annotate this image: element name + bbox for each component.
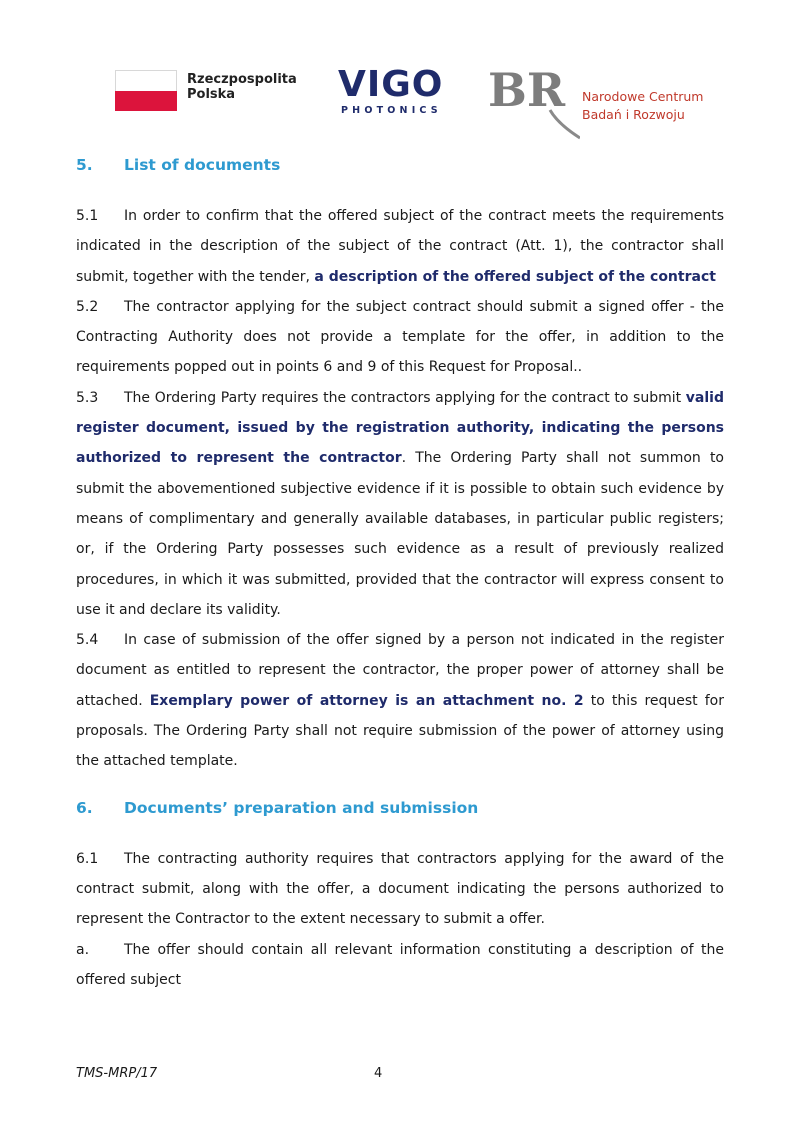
ncbr-mark-icon <box>488 64 580 144</box>
rp-logo-text: Rzeczpospolita Polska <box>187 72 297 102</box>
ncbr-logo <box>488 64 708 144</box>
vigo-photonics-logo: VIGO PHOTONICS <box>338 64 444 116</box>
document-code: TMS-MRP/17 <box>76 1066 158 1081</box>
header-logos <box>0 62 800 142</box>
section-5-heading: 5. List of documents <box>76 156 281 174</box>
ncbr-logo-text: Narodowe Centrum Badań i Rozwoju <box>582 89 704 122</box>
paragraph-5-1: 5.1 In order to confirm that the offered subject of the contract meets the requirements indicated in the description of the subject of the contract (Att. 1), the contractor shall submit, together with the tender, a description of the offered subject of the contract <box>76 208 724 285</box>
page-footer <box>76 1066 724 1086</box>
paragraph-6-a: a. The offer should contain all relevant information constituting a description of the offered subject <box>76 941 724 988</box>
svg-text:BR: BR <box>488 64 566 117</box>
paragraph-5-3: 5.3 The Ordering Party requires the contractors applying for the contract to submit valid register document, issued by the registration authority, indicating the persons authorized to represent the contractor. The Ordering Party shall not summon to submit the abovementioned subjective evidence if it is possible to obtain such evidence by means of complimentary and generally available databases, in particular public registers; or, if the Ordering Party possesses such evidence as a result of previously realized procedures, in which it was submitted, provided that the contractor will express consent to use it and declare its validity. <box>76 389 724 618</box>
document-body <box>76 150 724 995</box>
page-number: 4 <box>374 1066 383 1081</box>
rzeczpospolita-polska-logo <box>115 70 295 114</box>
section-6-heading: 6. Documents’ preparation and submission <box>76 798 479 817</box>
paragraph-5-4: 5.4 In case of submission of the offer signed by a person not indicated in the register document as entitled to represent the contractor, the proper power of attorney shall be attached. Exemplary power of attorney is an attachment no. 2 to this request for proposals. The Ordering Party shall not require submission of the power of attorney using the attached template. <box>76 632 724 770</box>
paragraph-5-2: 5.2 The contractor applying for the subject contract should submit a signed offer - the Contracting Authority does not provide a template for the offer, in addition to the requirements popped out in points 6 and 9 of this Request for Proposal.. <box>76 298 724 376</box>
paragraph-6-1: 6.1 The contracting authority requires that contractors applying for the award of the contract submit, along with the offer, a document indicating the persons authorized to represent the Contractor to the extent necessary to submit a offer. <box>76 850 724 928</box>
polish-flag-icon <box>115 70 177 110</box>
